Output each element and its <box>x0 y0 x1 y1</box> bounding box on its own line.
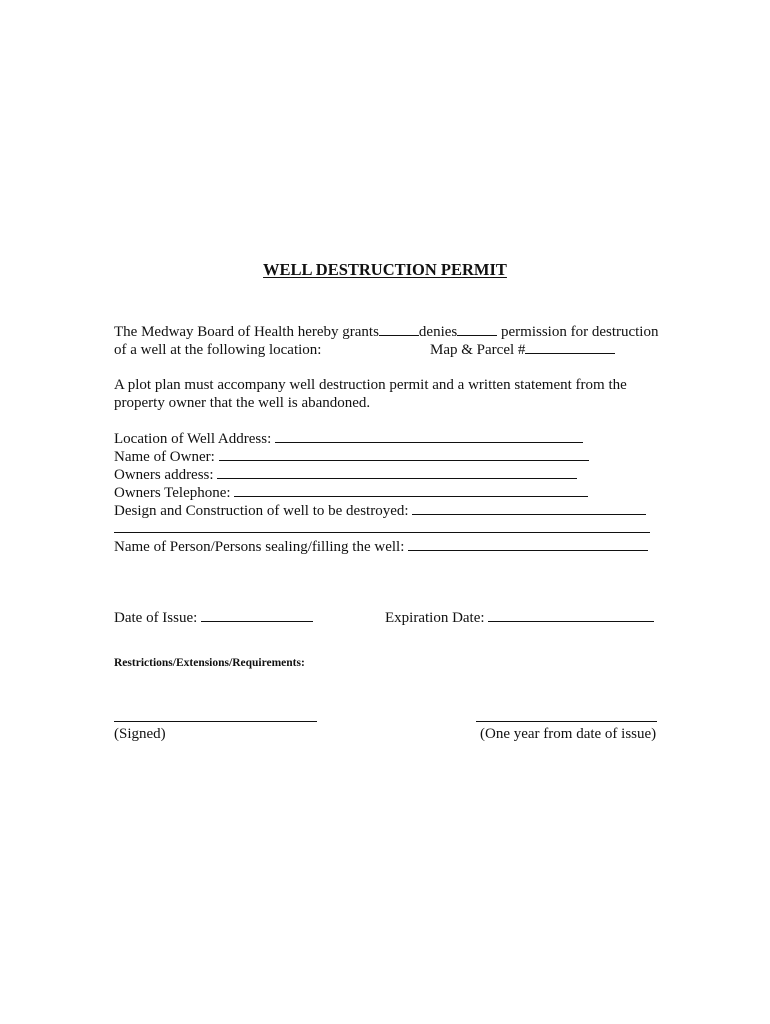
expiry-line[interactable] <box>476 721 657 722</box>
owners-address-field <box>114 466 577 484</box>
expiration-date-field <box>385 609 654 627</box>
design-field <box>114 502 646 520</box>
expiration-date-blank[interactable] <box>488 609 654 622</box>
issue-date-field <box>114 609 313 627</box>
sealing-label: Name of Person/Persons sealing/filling the well: <box>114 539 405 555</box>
map-parcel <box>430 341 615 359</box>
design-continuation-blank[interactable] <box>114 532 650 533</box>
design-blank[interactable] <box>412 502 646 515</box>
page-title: WELL DESTRUCTION PERMIT <box>263 260 507 279</box>
location-blank[interactable] <box>275 430 583 443</box>
sealing-blank[interactable] <box>408 538 648 551</box>
intro-permission-text: permission for destruction <box>497 324 659 340</box>
owner-field <box>114 448 589 466</box>
owners-telephone-field <box>114 484 588 502</box>
intro-line-1 <box>114 323 658 341</box>
expiry-caption: (One year from date of issue) <box>480 726 657 742</box>
intro-line-2-left: of a well at the following location: <box>114 342 322 358</box>
issue-date-blank[interactable] <box>201 609 313 622</box>
owners-telephone-label: Owners Telephone: <box>114 485 231 501</box>
signature-line[interactable] <box>114 721 317 722</box>
owners-telephone-blank[interactable] <box>234 484 588 497</box>
expiration-date-label: Expiration Date: <box>385 610 485 626</box>
intro-denies-text: denies <box>418 324 458 340</box>
denies-blank[interactable] <box>457 323 497 336</box>
grants-blank[interactable] <box>379 323 419 336</box>
location-field <box>114 430 583 448</box>
owner-label: Name of Owner: <box>114 449 215 465</box>
map-parcel-label: Map & Parcel # <box>430 342 526 358</box>
sealing-field <box>114 538 648 556</box>
plot-note-line-1: A plot plan must accompany well destruction permit and a written statement from the <box>114 377 627 393</box>
intro-grants-text: The Medway Board of Health hereby grants <box>114 324 379 340</box>
restrictions-label: Restrictions/Extensions/Requirements: <box>114 657 305 669</box>
owners-address-blank[interactable] <box>217 466 577 479</box>
owner-blank[interactable] <box>219 448 589 461</box>
plot-note-line-2: property owner that the well is abandoned. <box>114 395 371 411</box>
owners-address-label: Owners address: <box>114 467 214 483</box>
location-label: Location of Well Address: <box>114 431 272 447</box>
design-label: Design and Construction of well to be destroyed: <box>114 503 409 519</box>
map-parcel-blank[interactable] <box>525 341 615 354</box>
signed-caption: (Signed) <box>114 726 166 742</box>
issue-date-label: Date of Issue: <box>114 610 198 626</box>
